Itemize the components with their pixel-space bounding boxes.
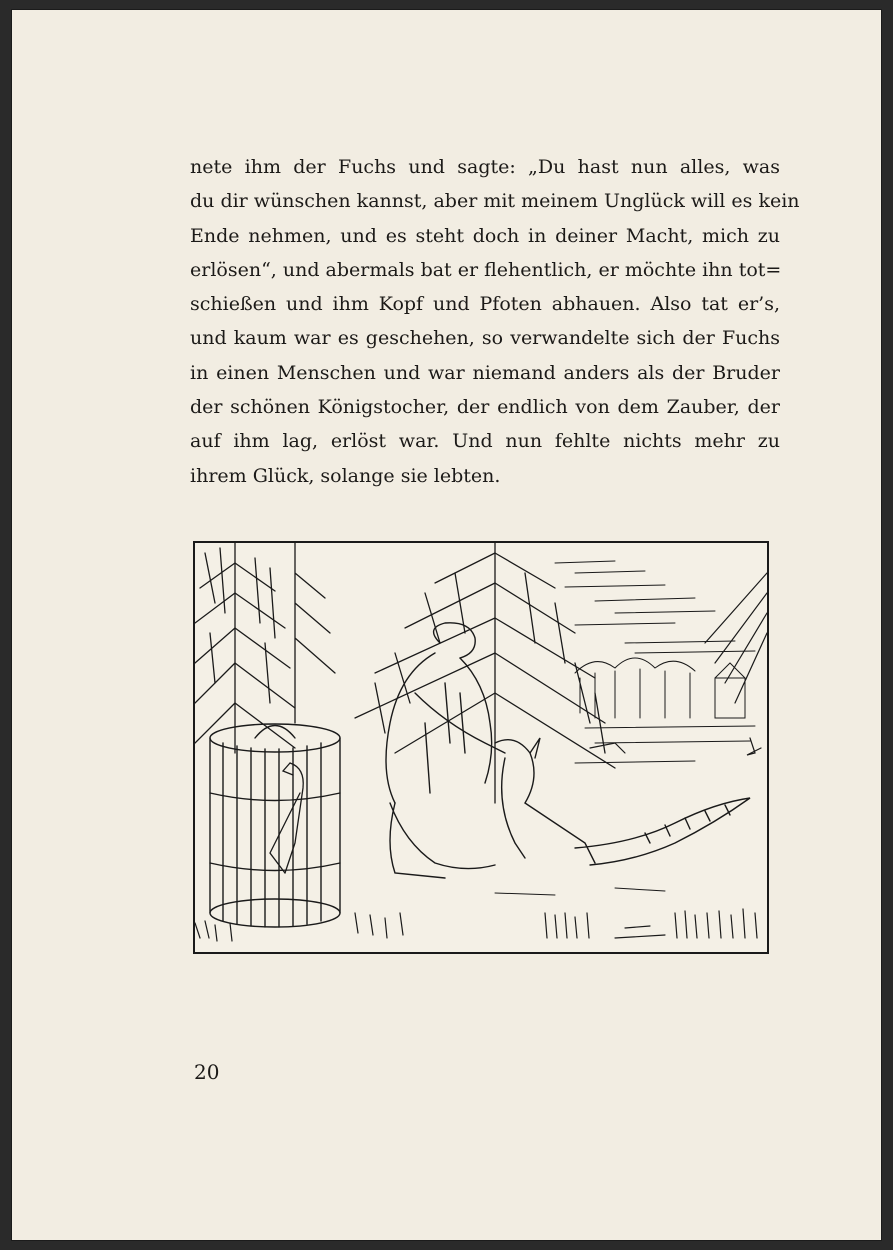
sky-hatching: [555, 561, 755, 653]
woodcut-illustration: [193, 541, 769, 954]
text-line: und kaum war es geschehen, so verwandelte sich der Fuchs: [190, 327, 780, 350]
seated-woman: [386, 623, 505, 878]
story-text: [190, 150, 800, 493]
bird-cage: [210, 724, 340, 927]
text-line: nete ihm der Fuchs und sagte: „Du hast nun alles, was: [190, 156, 780, 178]
hunter-arm: [590, 743, 625, 753]
text-line: ihrem Glück, solange sie lebten.: [190, 464, 501, 487]
text-line: schießen und ihm Kopf und Pfoten abhauen. Also tat er’s,: [190, 293, 780, 316]
text-line: der schönen Königstocher, der endlich von dem Zauber, der: [190, 396, 780, 419]
page-number: 20: [194, 1060, 220, 1084]
text-line: du dir wünschen kannst, aber mit meinem Unglück will es kein: [190, 190, 800, 213]
text-line: auf ihm lag, erlöst war. Und nun fehlte nichts mehr zu: [190, 430, 780, 453]
fox: [495, 738, 750, 865]
pine-tree-right: [705, 573, 767, 703]
distant-forest: [575, 658, 745, 718]
text-line: Ende nehmen, und es steht doch in deiner Macht, mich zu: [190, 224, 780, 247]
book-page: [12, 10, 881, 1240]
pine-tree-center: [355, 543, 615, 803]
bird: [270, 763, 303, 873]
ground-lines: [495, 726, 755, 895]
pine-tree-left: [195, 543, 335, 753]
text-line: in einen Menschen und war niemand anders als der Bruder: [190, 361, 780, 384]
text-line: erlösen“, und abermals bat er flehentlich, er möchte ihn tot=: [190, 258, 782, 281]
